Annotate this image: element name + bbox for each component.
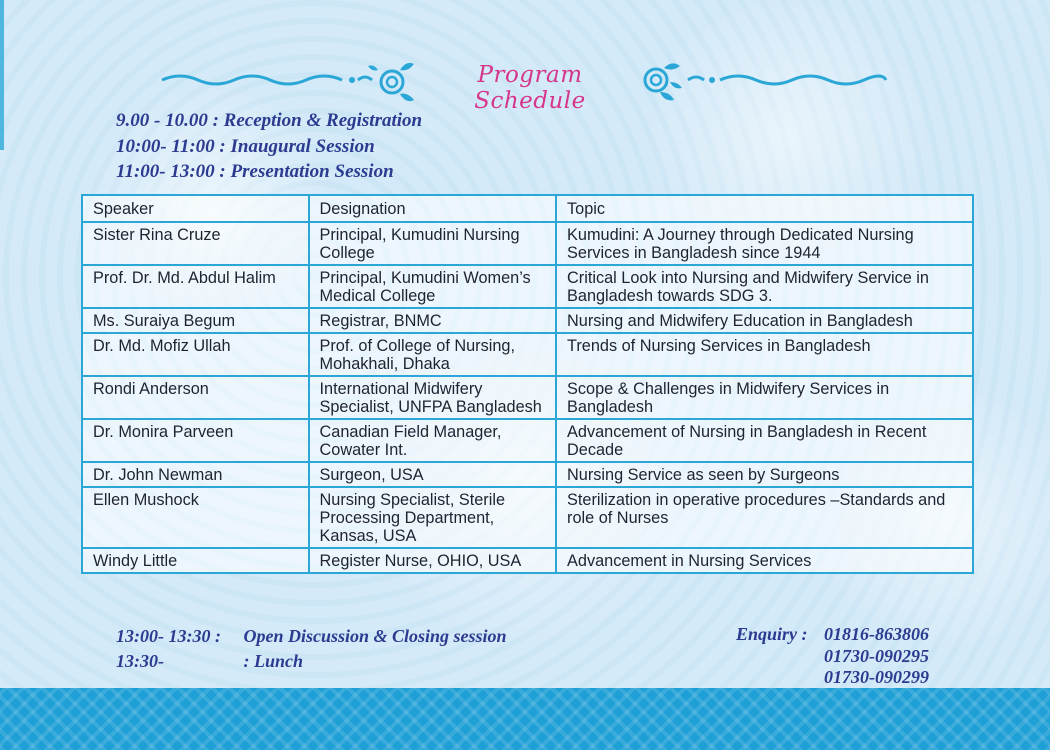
- header-speaker: Speaker: [82, 195, 309, 222]
- topic-cell: Nursing Service as seen by Surgeons: [556, 462, 973, 487]
- speaker-cell: Dr. Monira Parveen: [82, 419, 309, 462]
- topic-cell: Trends of Nursing Services in Bangladesh: [556, 333, 973, 376]
- header-designation: Designation: [309, 195, 557, 222]
- table-row: [82, 333, 973, 376]
- table-row: [82, 487, 973, 548]
- schedule-event: : Lunch: [243, 651, 304, 671]
- speaker-cell: Sister Rina Cruze: [82, 222, 309, 265]
- left-edge-stripe: [0, 0, 4, 150]
- speaker-cell: Rondi Anderson: [82, 376, 309, 419]
- swirl-ornament-icon: [645, 63, 682, 100]
- page-title: Program Schedule: [474, 62, 586, 114]
- designation-cell: Surgeon, USA: [309, 462, 557, 487]
- designation-cell: International Midwifery Specialist, UNFPA Bangladesh: [309, 376, 557, 419]
- speaker-cell: Prof. Dr. Md. Abdul Halim: [82, 265, 309, 308]
- speaker-cell: Dr. Md. Mofiz Ullah: [82, 333, 309, 376]
- designation-cell: Registrar, BNMC: [309, 308, 557, 333]
- schedule-item: [116, 159, 422, 185]
- designation-cell: Canadian Field Manager, Cowater Int.: [309, 419, 557, 462]
- topic-cell: Scope & Challenges in Midwifery Services in Bangladesh: [556, 376, 973, 419]
- schedule-event: Reception & Registration: [223, 110, 423, 131]
- topic-cell: Sterilization in operative procedures –Standards and role of Nurses: [556, 487, 973, 548]
- schedule-time: 10:00- 11:00 :: [116, 135, 226, 157]
- topic-cell: Kumudini: A Journey through Dedicated Nursing Services in Bangladesh since 1944: [556, 222, 973, 265]
- table-row: [82, 462, 973, 487]
- enquiry-contact: [736, 624, 946, 689]
- designation-cell: Register Nurse, OHIO, USA: [309, 548, 557, 573]
- table-row: [82, 548, 973, 573]
- title-banner: [160, 56, 890, 114]
- schedule-item: [116, 624, 507, 649]
- designation-cell: Nursing Specialist, Sterile Processing Department, Kansas, USA: [309, 487, 557, 548]
- phone-number: 01730-090295: [824, 645, 929, 666]
- phone-number: 01816-863806: [824, 624, 929, 644]
- speaker-cell: Dr. John Newman: [82, 462, 309, 487]
- swirl-ornament-icon: [368, 63, 414, 101]
- topic-cell: Nursing and Midwifery Education in Bangladesh: [556, 308, 973, 333]
- phone-number: 01730-090299: [824, 667, 929, 687]
- schedule-event: Inaugural Session: [230, 135, 375, 157]
- table-row: [82, 222, 973, 265]
- speaker-cell: Ms. Suraiya Begum: [82, 308, 309, 333]
- speaker-cell: Windy Little: [82, 548, 309, 573]
- designation-cell: Principal, Kumudini Women’s Medical College: [309, 265, 557, 308]
- topic-cell: Critical Look into Nursing and Midwifery Service in Bangladesh towards SDG 3.: [556, 265, 973, 308]
- schedule-item: [116, 134, 422, 160]
- schedule-time: 13:30-: [116, 651, 164, 671]
- schedule-time: 13:00- 13:30 :: [116, 626, 221, 646]
- schedule-event: Presentation Session: [230, 161, 394, 182]
- schedule-event: Open Discussion & Closing session: [243, 626, 507, 646]
- designation-cell: Prof. of College of Nursing, Mohakhali, Dhaka: [309, 333, 557, 376]
- bottom-decorative-band: [0, 688, 1050, 750]
- schedule-time: 11:00- 13:00 :: [116, 161, 226, 182]
- table-row: [82, 376, 973, 419]
- schedule-item: [116, 108, 422, 134]
- table-row: [82, 265, 973, 308]
- schedule-time: 9.00 - 10.00 :: [116, 110, 219, 131]
- morning-schedule: [116, 108, 422, 185]
- designation-cell: Principal, Kumudini Nursing College: [309, 222, 557, 265]
- schedule-item: [116, 649, 507, 674]
- speaker-table: [81, 194, 974, 574]
- afternoon-schedule: [116, 624, 507, 674]
- table-row: [82, 308, 973, 333]
- speaker-cell: Ellen Mushock: [82, 487, 309, 548]
- topic-cell: Advancement of Nursing in Bangladesh in Recent Decade: [556, 419, 973, 462]
- header-topic: Topic: [556, 195, 973, 222]
- table-header-row: [82, 195, 973, 222]
- topic-cell: Advancement in Nursing Services: [556, 548, 973, 573]
- enquiry-label: Enquiry :: [736, 624, 808, 644]
- table-row: [82, 419, 973, 462]
